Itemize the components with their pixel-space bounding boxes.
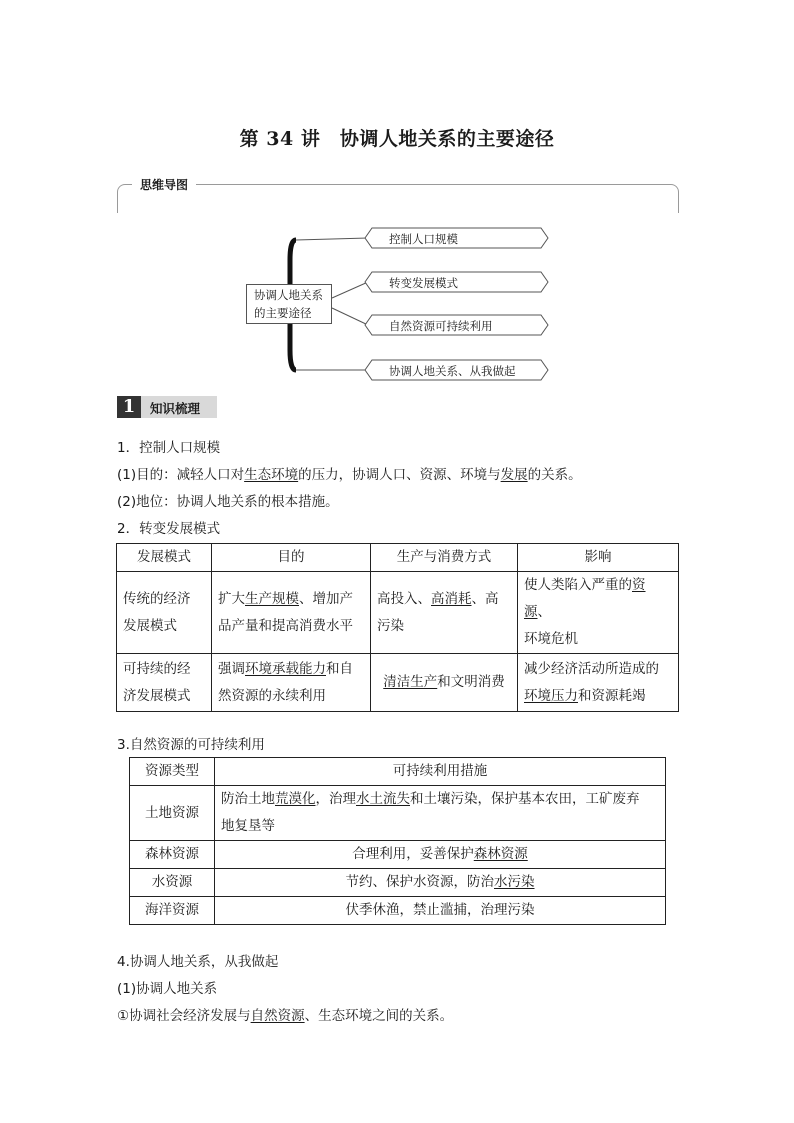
s1-status: (2)地位：协调人地关系的根本措施。 — [117, 494, 339, 510]
section-number: 1 — [117, 396, 141, 418]
s4-sub: (1)协调人地关系 — [117, 981, 218, 997]
table-cell: 海洋资源 — [130, 897, 215, 925]
table-cell: 扩大生产规模、增加产 品产量和提高消费水平 — [212, 572, 371, 654]
mindmap-label: 思维导图 — [132, 176, 196, 193]
mindmap-root-line2: 的主要途径 — [254, 306, 312, 320]
table-cell: 森林资源 — [130, 841, 215, 869]
development-mode-table — [116, 543, 679, 712]
table-cell: 使人类陷入严重的资源、 环境危机 — [518, 572, 679, 654]
header-cell: 生产与消费方式 — [371, 544, 518, 572]
header-cell: 影响 — [518, 544, 679, 572]
table-row — [130, 869, 666, 897]
s4-heading: 4.协调人地关系，从我做起 — [117, 954, 279, 970]
mindmap-connectors — [0, 0, 794, 400]
table-cell: 清洁生产和文明消费 — [371, 654, 518, 712]
connector-1 — [296, 238, 368, 240]
table-cell: 水资源 — [130, 869, 215, 897]
table-cell: 土地资源 — [130, 786, 215, 841]
mindmap-branch-3: 自然资源可持续利用 — [389, 319, 493, 333]
mindmap-branch-4: 协调人地关系、从我做起 — [389, 364, 516, 378]
s1-goal: (1)目的：减轻人口对生态环境的压力，协调人口、资源、环境与发展的关系。 — [117, 467, 582, 483]
connector-2 — [332, 282, 368, 298]
table-row — [130, 841, 666, 869]
table-cell: 高投入、高消耗、高 污染 — [371, 572, 518, 654]
s2-heading: 2．转变发展模式 — [117, 521, 221, 537]
connector-3 — [332, 308, 368, 325]
table-cell: 强调环境承载能力和自 然资源的永续利用 — [212, 654, 371, 712]
mindmap-branch-2: 转变发展模式 — [389, 276, 458, 290]
table-cell: 合理利用，妥善保护森林资源 — [215, 841, 666, 869]
table-cell: 节约、保护水资源，防治水污染 — [215, 869, 666, 897]
table-row — [117, 654, 679, 712]
table-header-row — [117, 544, 679, 572]
header-cell: 可持续利用措施 — [215, 758, 666, 786]
mindmap-root — [246, 284, 332, 324]
s4-paragraph: ①协调社会经济发展与自然资源、生态环境之间的关系。 — [117, 1008, 454, 1024]
s1-heading: 1．控制人口规模 — [117, 440, 221, 456]
table-cell: 防治土地荒漠化，治理水土流失和土壤污染，保护基本农田，工矿废弃 地复垦等 — [215, 786, 666, 841]
mindmap-branch-1: 控制人口规模 — [389, 232, 458, 246]
table-cell: 传统的经济 发展模式 — [117, 572, 212, 654]
table-cell: 减少经济活动所造成的 环境压力和资源耗竭 — [518, 654, 679, 712]
table-row — [130, 897, 666, 925]
page-title: 第 34 讲 协调人地关系的主要途径 — [239, 128, 555, 150]
section-title: 知识梳理 — [150, 401, 201, 416]
header-cell: 发展模式 — [117, 544, 212, 572]
mindmap-root-line1: 协调人地关系 — [254, 288, 323, 302]
table-row — [130, 786, 666, 841]
header-cell: 资源类型 — [130, 758, 215, 786]
table-header-row — [130, 758, 666, 786]
table-row — [117, 572, 679, 654]
s3-heading: 3.自然资源的可持续利用 — [117, 737, 265, 753]
table-cell: 伏季休渔，禁止滥捕，治理污染 — [215, 897, 666, 925]
header-cell: 目的 — [212, 544, 371, 572]
resource-table — [129, 757, 666, 925]
table-cell: 可持续的经 济发展模式 — [117, 654, 212, 712]
